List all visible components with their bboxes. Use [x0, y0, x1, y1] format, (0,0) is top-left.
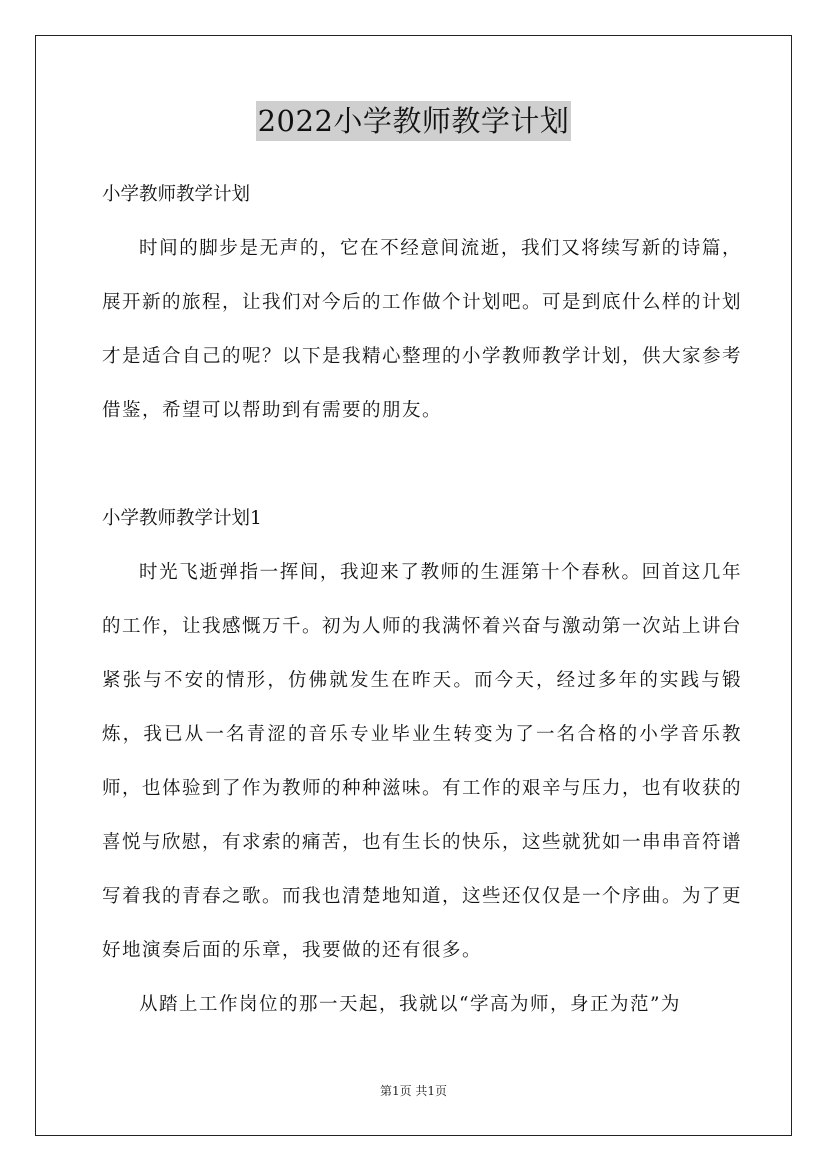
section1-paragraph-2: 从踏上工作岗位的那一天起，我就以“学高为师，身正为范”为	[139, 994, 681, 1015]
page-footer: 第1页 共1页	[379, 1084, 448, 1098]
document-body	[102, 168, 742, 1032]
section1-paragraph-1: 时光飞逝弹指一挥间，我迎来了教师的生涯第十个春秋。回首这几年的工作，让我感慨万千。初为人师的我满怀着兴奋与激动第一次站上讲台紧张与不安的情形，仿佛就发生在昨天。而今天，经过多年的实践与锻炼，我已从一名青涩的音乐专业毕业生转变为了一名合格的小学音乐教师，也体验到了作为教师的种种滋味。有工作的艰辛与压力，也有收获的喜悦与欣慰，有求索的痛苦，也有生长的快乐，这些就犹如一串串音符谱写着我的青春之歌。而我也清楚地知道，这些还仅仅是一个序曲。为了更好地演奏后面的乐章，我要做的还有很多。	[102, 562, 743, 961]
intro-heading: 小学教师教学计划	[102, 184, 251, 205]
blank-line	[102, 438, 742, 492]
title-container	[0, 101, 827, 141]
intro-paragraph: 时间的脚步是无声的，它在不经意间流逝，我们又将续写新的诗篇，展开新的旅程，让我们对今后的工作做个计划吧。可是到底什么样的计划才是适合自己的呢？以下是我精心整理的小学教师教学计划，供大家参考借鉴，希望可以帮助到有需要的朋友。	[102, 238, 743, 421]
document-title: 2022小学教师教学计划	[256, 101, 572, 141]
section1-heading: 小学教师教学计划1	[102, 508, 262, 529]
